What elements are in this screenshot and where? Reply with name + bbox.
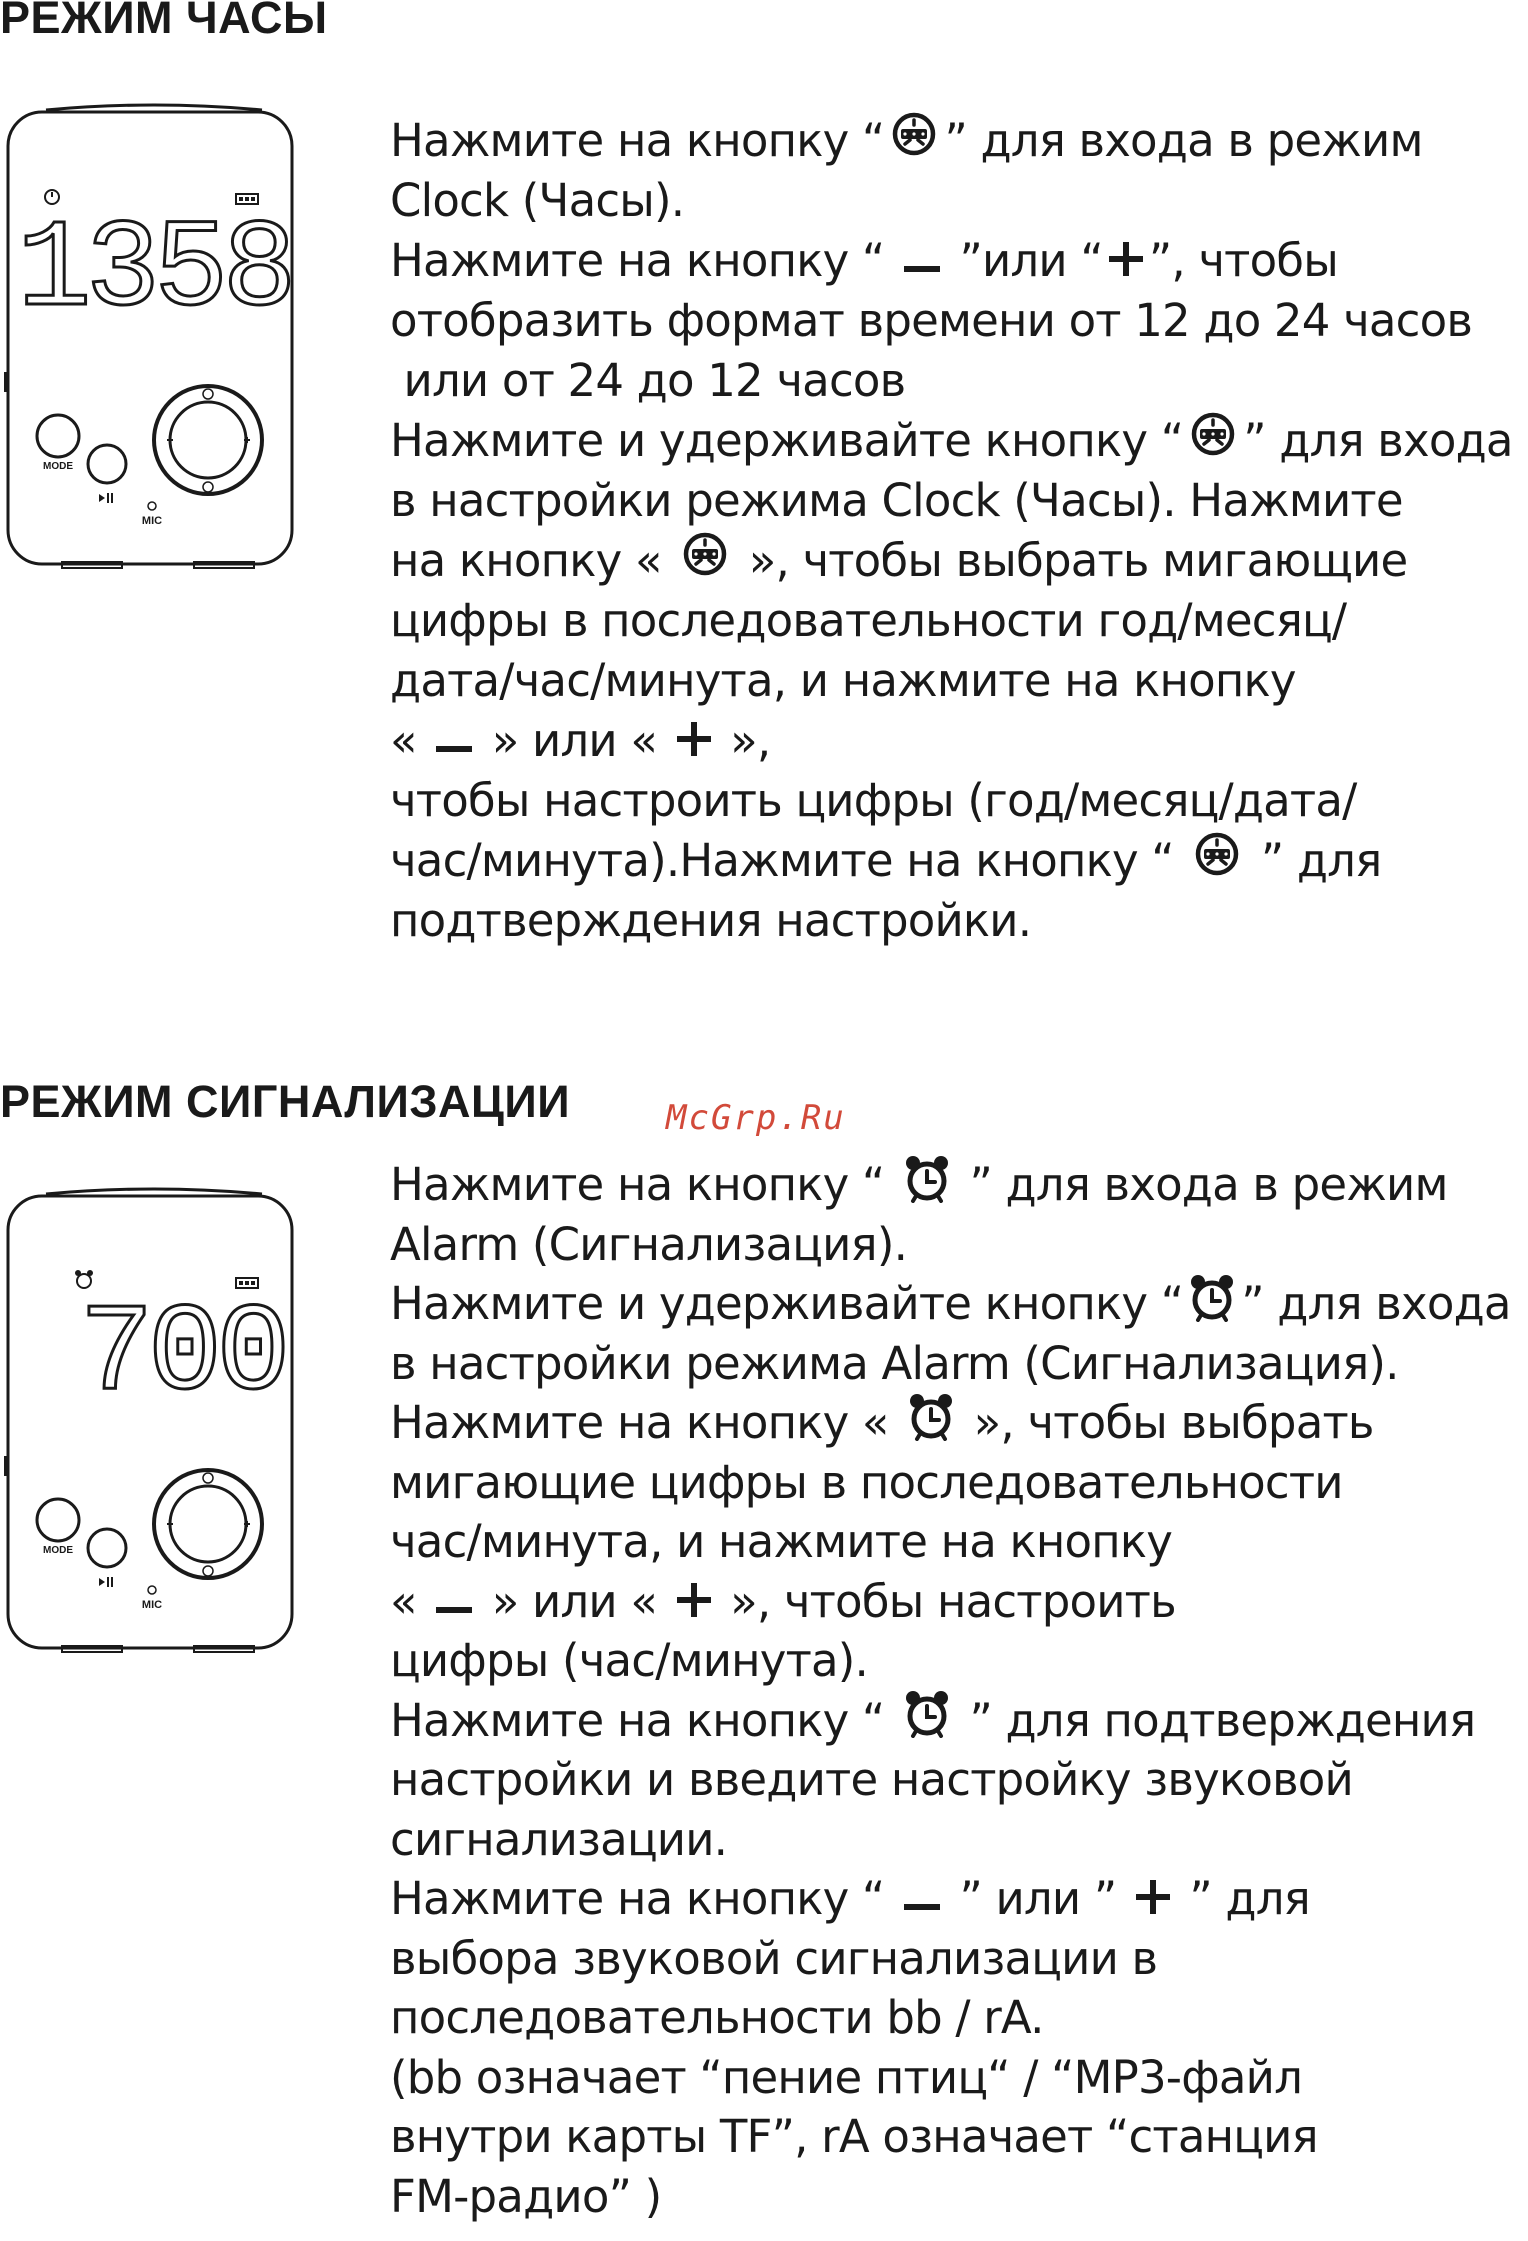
- plus-icon: [1109, 231, 1143, 291]
- text-segment: ”или “: [945, 234, 1103, 287]
- text-segment: внутри карты TF”, rA означает “станция: [390, 2110, 1318, 2163]
- minus-icon: [904, 231, 940, 291]
- text-segment: последовательности bb / rA.: [390, 1991, 1044, 2044]
- text-segment: » или «: [478, 1574, 671, 1628]
- text-segment: подтверждения настройки.: [390, 894, 1032, 947]
- alarm-device-illustration: [4, 1156, 304, 1670]
- text-segment: «: [390, 1574, 431, 1628]
- alarm-icon: [1189, 1272, 1235, 1337]
- text-line: [390, 291, 1513, 351]
- text-line: [390, 1572, 1511, 1632]
- text-segment: ” для подтверждения: [955, 1693, 1476, 1747]
- text-line: [390, 471, 1513, 531]
- clock-instructions: [390, 111, 1513, 951]
- text-segment: Нажмите на кнопку “: [390, 1872, 898, 1925]
- text-segment: ” для входа: [1241, 1277, 1511, 1330]
- text-segment: ” или ”: [945, 1872, 1130, 1925]
- mic-label: MIC: [141, 515, 163, 527]
- text-segment: цифры в последовательности год/месяц/: [390, 594, 1347, 647]
- text-line: [390, 1810, 1511, 1870]
- control-dial[interactable]: [154, 1470, 262, 1578]
- text-line: [390, 1750, 1511, 1810]
- text-line: [390, 891, 1513, 951]
- text-segment: ” для входа: [1243, 414, 1513, 467]
- text-segment: настройки и введите настройку звуковой: [390, 1753, 1353, 1806]
- text-segment: Alarm (Сигнализация).: [390, 1217, 908, 1271]
- text-line: [390, 1453, 1511, 1513]
- text-line: [390, 1631, 1511, 1691]
- text-line: [390, 1274, 1511, 1334]
- text-segment: Нажмите и удерживайте кнопку “: [390, 414, 1184, 467]
- minus-icon: [436, 1572, 472, 1632]
- text-line: [390, 231, 1513, 291]
- text-line: [390, 771, 1513, 831]
- plus-icon: [677, 1572, 711, 1632]
- text-segment: мигающие цифры в последовательности: [390, 1455, 1343, 1509]
- clock-device-illustration: [4, 72, 304, 586]
- text-line: [390, 2048, 1511, 2108]
- clock-icon: [890, 110, 938, 173]
- text-segment: Нажмите и удерживайте кнопку “: [390, 1277, 1184, 1330]
- text-segment: час/минута).Нажмите на кнопку “: [390, 834, 1188, 887]
- text-segment: (bb означает “пение птиц“ / “MP3-файл: [390, 2050, 1303, 2104]
- text-line: [390, 831, 1513, 891]
- text-line: [390, 531, 1513, 591]
- text-line: [390, 1869, 1511, 1929]
- text-line: [390, 651, 1513, 711]
- minus-icon: [436, 711, 472, 771]
- text-segment: Нажмите на кнопку «: [390, 1396, 903, 1449]
- text-segment: отобразить формат времени от 12 до 24 часов: [390, 294, 1473, 347]
- mic-label: MIC: [141, 1599, 163, 1611]
- text-line: [390, 1393, 1511, 1453]
- text-line: [390, 2167, 1511, 2227]
- alarm-icon: [904, 1153, 950, 1218]
- text-segment: Нажмите на кнопку “: [390, 1158, 898, 1211]
- text-segment: Clock (Часы).: [390, 174, 685, 227]
- text-line: [390, 1929, 1511, 1989]
- text-segment: FM-радио” ): [390, 2169, 662, 2223]
- mode-button[interactable]: [37, 1499, 79, 1556]
- text-segment: чтобы настроить цифры (год/месяц/дата/: [390, 774, 1357, 827]
- text-line: [390, 1988, 1511, 2048]
- mode-button[interactable]: [37, 415, 79, 472]
- alarm-icon: [904, 1688, 950, 1753]
- text-line: [390, 2107, 1511, 2167]
- text-segment: ” для: [1247, 834, 1382, 887]
- text-segment: в настройки режима Clock (Часы). Нажмите: [390, 474, 1403, 527]
- text-segment: » или «: [478, 714, 671, 767]
- text-line: [390, 171, 1513, 231]
- text-segment: Нажмите на кнопку “: [390, 114, 885, 167]
- alarm-time-display: 700: [79, 1286, 285, 1426]
- alarm-instructions: [390, 1155, 1511, 2226]
- clock-icon: [1189, 410, 1237, 473]
- text-segment: », чтобы выбрать мигающие: [735, 534, 1408, 587]
- text-segment: «: [390, 714, 431, 767]
- watermark: McGrp.Ru: [666, 1098, 846, 1138]
- text-line: [390, 591, 1513, 651]
- clock-device-svg: [4, 72, 304, 582]
- text-line: [390, 111, 1513, 171]
- alarm-mode-heading: РЕЖИМ СИГНАЛИЗАЦИИ: [0, 1076, 571, 1127]
- text-segment: на кнопку «: [390, 534, 676, 587]
- text-line: [390, 1691, 1511, 1751]
- text-segment: », чтобы настроить: [716, 1574, 1176, 1628]
- text-segment: Нажмите на кнопку “: [390, 234, 898, 287]
- mode-label: MODE: [43, 461, 73, 472]
- text-segment: »,: [716, 714, 771, 767]
- text-segment: час/минута, и нажмите на кнопку: [390, 1515, 1173, 1568]
- alarm-icon: [908, 1391, 954, 1456]
- text-segment: цифры (час/минута).: [390, 1634, 869, 1687]
- clock-mode-heading: РЕЖИМ ЧАСЫ: [0, 0, 328, 43]
- time-display: 1358: [17, 202, 291, 342]
- text-segment: ”, чтобы: [1148, 234, 1338, 287]
- text-segment: », чтобы выбрать: [960, 1396, 1374, 1449]
- text-segment: или от 24 до 12 часов: [390, 354, 906, 407]
- text-line: [390, 1215, 1511, 1275]
- text-line: [390, 711, 1513, 771]
- mode-label: MODE: [43, 1545, 73, 1556]
- text-segment: ” для входа в режим: [955, 1158, 1448, 1211]
- text-segment: Нажмите на кнопку “: [390, 1693, 898, 1747]
- text-segment: ” для: [1175, 1872, 1310, 1925]
- text-segment: выбора звуковой сигнализации в: [390, 1931, 1158, 1985]
- alarm-device-svg: [4, 1156, 304, 1666]
- plus-icon: [677, 711, 711, 771]
- clock-icon: [1193, 830, 1241, 893]
- text-segment: дата/час/минута, и нажмите на кнопку: [390, 654, 1296, 707]
- text-line: [390, 1155, 1511, 1215]
- text-line: [390, 411, 1513, 471]
- control-dial[interactable]: [154, 386, 262, 494]
- text-line: [390, 351, 1513, 411]
- text-line: [390, 1334, 1511, 1394]
- text-segment: ” для входа в режим: [944, 114, 1423, 167]
- minus-icon: [904, 1869, 940, 1929]
- plus-icon: [1136, 1869, 1170, 1929]
- clock-icon: [681, 530, 729, 593]
- text-segment: сигнализации.: [390, 1812, 728, 1866]
- text-segment: в настройки режима Alarm (Сигнализация).: [390, 1336, 1399, 1390]
- text-line: [390, 1512, 1511, 1572]
